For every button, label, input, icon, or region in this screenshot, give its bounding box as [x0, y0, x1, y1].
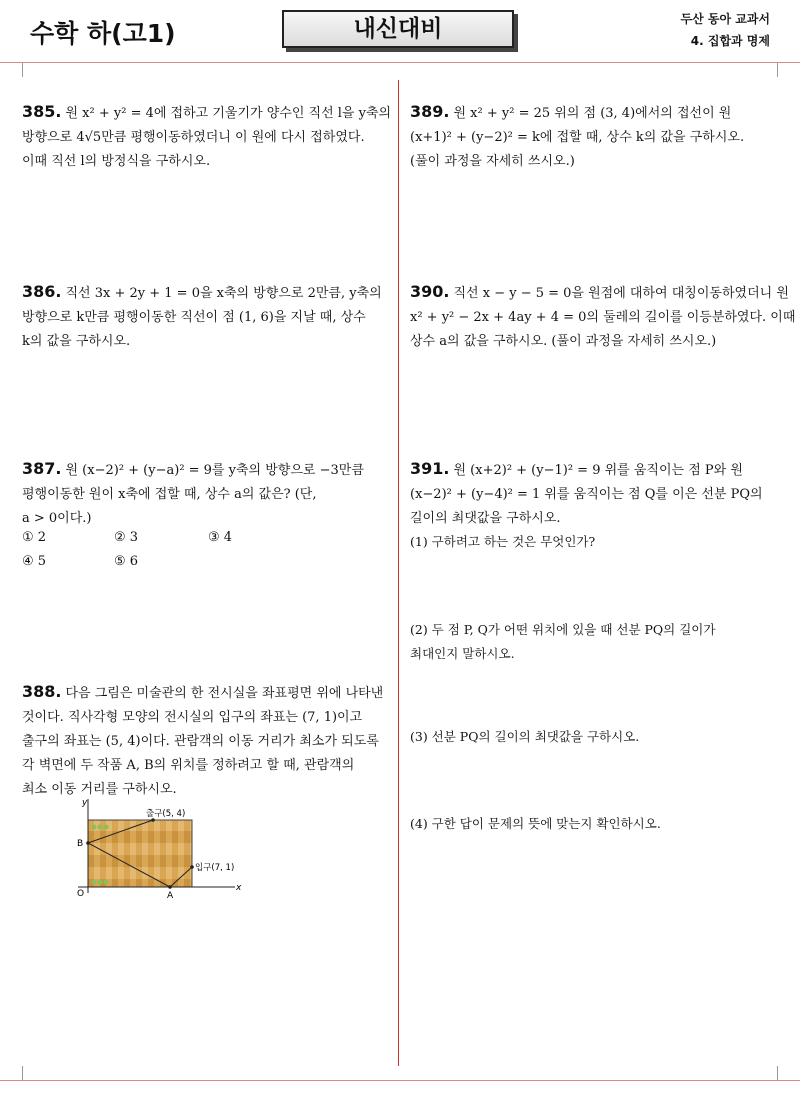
- subquestion-4: (4) 구한 답이 문제의 뜻에 맞는지 확인하시오.: [410, 816, 661, 831]
- problem-text: 다음 그림은 미술관의 한 전시실을 좌표평면 위에 나타낸: [65, 686, 384, 701]
- column-divider: [398, 80, 399, 1066]
- problem-text: 길이의 최댓값을 구하시오.: [410, 511, 561, 526]
- problem-text: 원 x² + y² = 4에 접하고 기울기가 양수인 직선 l을 y축의: [65, 106, 392, 121]
- header-rule: [0, 62, 800, 63]
- problem-text: 원 (x−2)² + (y−a)² = 9를 y축의 방향으로 −3만큼: [65, 463, 364, 478]
- problem-text: 원 (x+2)² + (y−1)² = 9 위를 움직이는 점 P와 원: [453, 463, 743, 478]
- problem-388: [22, 680, 392, 802]
- origin-label: O: [77, 889, 85, 899]
- answer-choices: [22, 530, 392, 574]
- problem-389: [410, 100, 785, 174]
- problem-text: 방향으로 k만큼 평행이동한 직선이 점 (1, 6)을 지날 때, 상수: [22, 310, 366, 325]
- problem-text: 직선 x − y − 5 = 0을 원점에 대하여 대칭이동하였더니 원: [453, 286, 789, 301]
- problem-text: 것이다. 직사각형 모양의 전시실의 입구의 좌표는 (7, 1)이고: [22, 710, 363, 725]
- subquestion-text: (2) 두 점 P, Q가 어떤 위치에 있을 때 선분 PQ의 길이가: [410, 622, 716, 637]
- problem-text: 각 벽면에 두 작품 A, B의 위치를 정하려고 할 때, 관람객의: [22, 758, 355, 773]
- subject-title: 수학 하(고1): [30, 19, 176, 48]
- problem-text: (x−2)² + (y−4)² = 1 위를 움직이는 점 Q를 이은 선분 PQ의: [410, 487, 763, 502]
- choice-3[interactable]: ③ 4: [208, 530, 233, 545]
- subquestion-3: (3) 선분 PQ의 길이의 최댓값을 구하시오.: [410, 729, 640, 744]
- point-a: [168, 885, 172, 889]
- problem-387: [22, 457, 392, 531]
- publisher-label: 두산 동아 교과서: [680, 12, 770, 26]
- x-axis-label: x: [236, 883, 242, 893]
- problem-number: 389.: [410, 102, 450, 121]
- choice-1[interactable]: ① 2: [22, 530, 47, 545]
- corner-mark-bl: [8, 1066, 23, 1080]
- problem-text: 평행이동한 원이 x축에 접할 때, 상수 a의 값은? (단,: [22, 487, 317, 502]
- corner-mark-br: [777, 1066, 792, 1080]
- problem-text: k의 값을 구하시오.: [22, 334, 131, 349]
- subquestion-text: 최대인지 말하시오.: [410, 646, 515, 661]
- problem-text: 출구의 좌표는 (5, 4)이다. 관람객의 이동 거리가 최소가 되도록: [22, 734, 379, 749]
- subquestion-2: [410, 618, 715, 666]
- problem-number: 387.: [22, 459, 62, 478]
- choice-4[interactable]: ④ 5: [22, 554, 47, 569]
- point-a-label: A: [167, 891, 174, 900]
- problem-text: (풀이 과정을 자세히 쓰시오.): [410, 154, 575, 169]
- problem-text: 이때 직선 l의 방정식을 구하시오.: [22, 154, 211, 169]
- exit-label: 출구(5, 4): [146, 809, 186, 819]
- point-b: [86, 841, 90, 845]
- entrance-label: 입구(7, 1): [195, 863, 235, 873]
- problem-text: 최소 이동 거리를 구하시오.: [22, 782, 177, 797]
- gallery-floor: [88, 820, 192, 887]
- point-b-label: B: [77, 839, 84, 849]
- footer-rule: [0, 1080, 800, 1081]
- corner-mark-tr: [777, 63, 792, 77]
- problem-385: [22, 100, 392, 174]
- choice-5[interactable]: ⑤ 6: [114, 554, 139, 569]
- problem-text: a > 0이다.): [22, 511, 92, 526]
- problem-text: 상수 a의 값을 구하시오. (풀이 과정을 자세히 쓰시오.): [410, 334, 717, 349]
- problem-text: 직선 3x + 2y + 1 = 0을 x축의 방향으로 2만큼, y축의: [65, 286, 382, 301]
- subquestion-1: (1) 구하려고 하는 것은 무엇인가?: [410, 534, 596, 549]
- entrance-point: [190, 865, 194, 869]
- choice-2[interactable]: ② 3: [114, 530, 139, 545]
- chapter-label: 4. 집합과 명제: [690, 34, 770, 48]
- problem-number: 385.: [22, 102, 62, 121]
- problem-text: 방향으로 4√5만큼 평행이동하였더니 이 원에 다시 접하였다.: [22, 130, 365, 145]
- problem-text: (x+1)² + (y−2)² = k에 접할 때, 상수 k의 값을 구하시오.: [410, 130, 745, 145]
- problem-number: 388.: [22, 682, 62, 701]
- problem-number: 386.: [22, 282, 62, 301]
- gallery-diagram: [70, 795, 250, 900]
- problem-number: 391.: [410, 459, 450, 478]
- problem-number: 390.: [410, 282, 450, 301]
- problem-text: 원 x² + y² = 25 위의 점 (3, 4)에서의 접선이 원: [453, 106, 732, 121]
- y-axis-label: y: [82, 798, 88, 808]
- problem-391: [410, 457, 785, 531]
- corner-mark-tl: [8, 63, 23, 77]
- exam-badge: 내신대비: [282, 10, 514, 48]
- problem-text: x² + y² − 2x + 4ay + 4 = 0의 둘레의 길이를 이등분하였다. 이때: [410, 310, 796, 325]
- problem-386: [22, 280, 392, 354]
- problem-390: [410, 280, 796, 354]
